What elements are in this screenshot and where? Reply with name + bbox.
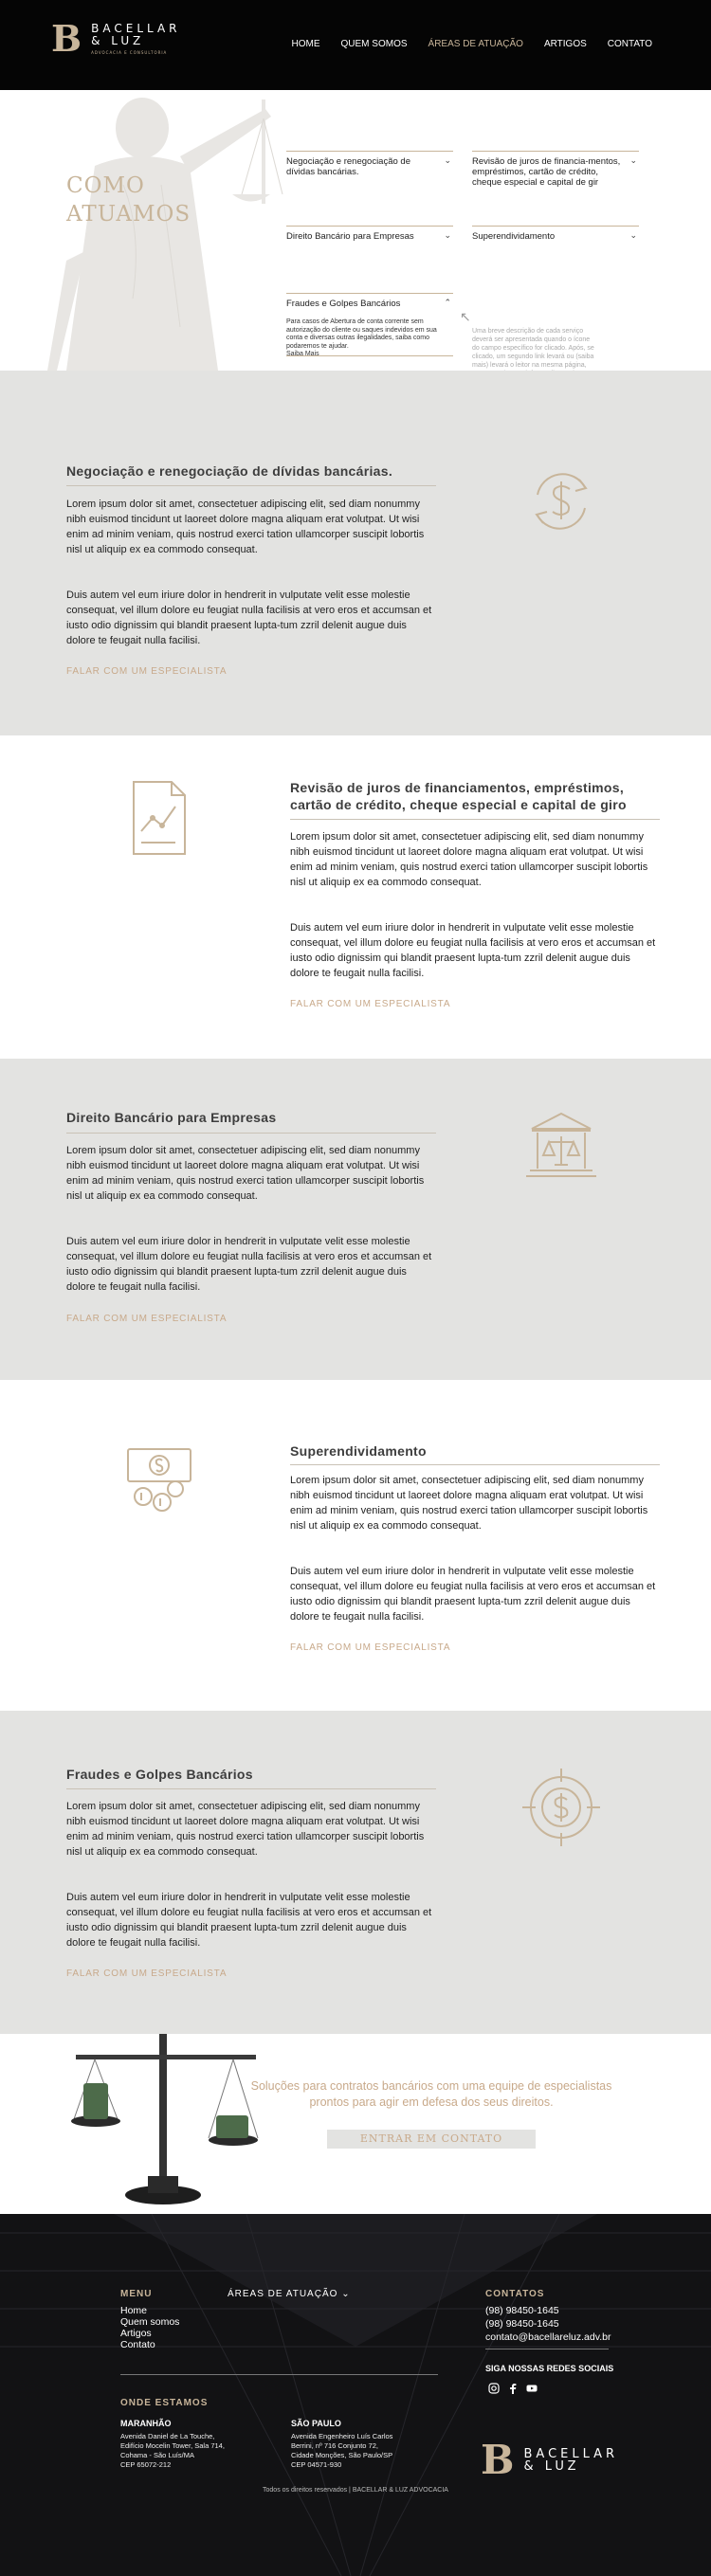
page-title [66,172,191,228]
accordion-title: Superendividamento [472,231,556,242]
accordion-title: Negociação e renegociação de dívidas bancárias. [286,156,410,177]
chevron-down-icon[interactable]: ⌄ [444,155,451,165]
section-paragraph: Lorem ipsum dolor sit amet, consectetuer adipiscing elit, sed diam nonummy nibh euismod tincidunt ut laoreet dolore magna aliquam erat volutpat. Ut wisi enim ad minim veniam, quis nostrud exerci tation ullamcorper suscipit lobortis nisl ut aliquip ex ea commodo consequat. [290,831,648,888]
facebook-icon[interactable] [507,2382,519,2393]
footer-link-quem-somos[interactable]: Quem somos [120,2316,180,2328]
social-links [488,2382,538,2393]
accordion-item-empresas[interactable] [286,226,453,242]
section-paragraph: Duis autem vel eum iriure dolor in hendrerit in vulputate velit esse molestie consequat, vel illum dolore eu feugiat nulla facilisis at vero eros et accumsan et iusto odio dignissim qui blandit praesent lupta-tum zzril delenit augue duis dolore te feugait nulla facilisi. [66,590,432,646]
falar-especialista-link[interactable]: FALAR COM UM ESPECIALISTA [290,1642,451,1653]
logo-line2: & LUZ [91,34,145,47]
address-line: CEP 65072-212 [120,2460,172,2469]
address-line: Cohama - São Luís/MA [120,2451,194,2459]
section-paragraph: Duis autem vel eum iriure dolor in hendrerit in vulputate velit esse molestie consequat, vel illum dolore eu feugiat nulla facilisis at vero eros et accumsan et iusto odio dignissim qui blandit praesent lupta-tum zzril delenit augue duis dolore te feugait nulla facilisi. [66,1236,432,1293]
youtube-icon[interactable] [526,2382,538,2393]
accordion-body: Para casos de Abertura de conta corrente sem autorização do cliente ou saques indevidos em sua conta e diversas outras ilegalidades, saiba como podaremos te ajudar. [286,318,437,350]
section-divider [66,1133,436,1134]
cta-band [0,2034,711,2214]
footer-link-home[interactable]: Home [120,2305,148,2316]
footer-brand-logo[interactable] [481,2437,619,2483]
accordion-divider [286,355,453,356]
address-line: Avenida Engenheiro Luís Carlos [291,2432,393,2440]
section-paragraph: Duis autem vel eum iriure dolor in hendrerit in vulputate velit esse molestie consequat, vel illum dolore eu feugiat nulla facilisis at vero eros et accumsan et iusto odio dignissim qui blandit praesent lupta-tum zzril delenit augue duis dolore te feugait nulla facilisi. [290,1566,656,1623]
footer-onde-estamos-heading: ONDE ESTAMOS [120,2398,209,2408]
footer-social-heading: SIGA NOSSAS REDES SOCIAIS [485,2364,614,2373]
section-paragraph: Duis autem vel eum iriure dolor in hendrerit in vulputate velit esse molestie consequat, vel illum dolore eu feugiat nulla facilisis at vero eros et accumsan et iusto odio dignissim qui blandit praesent lupta-tum zzril delenit augue duis dolore te feugait nulla facilisi. [66,1892,432,1949]
section-title: Revisão de juros de financiamentos, empréstimos, cartão de crédito, cheque especial e capital de giro [290,780,627,812]
accordion-item-revisao[interactable] [472,151,639,188]
logo-tagline: ADVOCACIA E CONSULTORIA [91,50,168,55]
copyright: Todos os direitos reservados | BACELLAR & LUZ ADVOCACIA [263,2487,448,2494]
section-superendividamento [0,1380,711,1711]
site-header [0,0,711,90]
section-divider [290,819,660,820]
footer-phone-1[interactable]: (98) 98450-1645 [485,2305,559,2316]
hero-note: Uma breve descrição de cada serviço deverá ser apresentada quando o ícone do campo específico for clicado. Após, se clicado, um segundo link levará ou (saiba mais) levará o leitor na mesma página, [472,328,594,369]
footer-email[interactable]: contato@bacellareluz.adv.br [485,2331,611,2343]
address-line: Cidade Monções, São Paulo/SP [291,2451,393,2459]
logo-wordmark [524,2448,619,2473]
page-title-line1: COMO [66,173,145,198]
footer-menu-heading: MENU [120,2289,153,2299]
office-saopaulo-address [291,2432,392,2470]
falar-especialista-link[interactable]: FALAR COM UM ESPECIALISTA [290,999,451,1009]
nav-contato[interactable]: CONTATO [607,39,652,49]
justice-scale-image [66,2034,265,2214]
courthouse-scale-icon [519,1102,604,1188]
section-divider [290,1464,660,1465]
dollar-cycle-icon [519,459,604,544]
section-paragraph: Lorem ipsum dolor sit amet, consectetuer adipiscing elit, sed diam nonummy nibh euismod tincidunt ut laoreet dolore magna aliquam erat volutpat. Ut wisi enim ad minim veniam, quis nostrud exerci tation ullamcorper suscipit lobortis nisl ut aliquip ex ea commodo consequat. [66,499,425,555]
money-coins-icon [117,1436,202,1521]
section-divider [66,485,436,486]
cta-band-text: Soluções para contratos bancários com uma equipe de especialistas prontos para agir em defesa dos seus direitos. [250,2079,612,2109]
section-paragraph: Lorem ipsum dolor sit amet, consectetuer adipiscing elit, sed diam nonummy nibh euismod tincidunt ut laoreet dolore magna aliquam erat volutpat. Ut wisi enim ad minim veniam, quis nostrud exerci tation ullamcorper suscipit lobortis nisl ut aliquip ex ea commodo consequat. [66,1145,425,1202]
section-fraudes [0,1711,711,2034]
chevron-up-icon[interactable]: ⌃ [444,298,451,307]
logo-monogram-icon: B [51,17,82,60]
address-line: CEP 04571-930 [291,2460,342,2469]
chart-document-icon [117,774,202,860]
section-title: Fraudes e Golpes Bancários [66,1767,253,1782]
nav-artigos[interactable]: ARTIGOS [543,39,587,49]
accordion-title: Direito Bancário para Empresas [286,231,414,242]
falar-especialista-link[interactable]: FALAR COM UM ESPECIALISTA [66,1968,228,1979]
address-line: Berrini, nº 716 Conjunto 72, [291,2441,378,2450]
falar-especialista-link[interactable]: FALAR COM UM ESPECIALISTA [66,1314,228,1324]
logo-monogram-icon: B [481,2437,515,2483]
section-title: Superendividamento [290,1443,427,1459]
chevron-down-icon[interactable]: ⌄ [629,155,637,165]
address-line: Avenida Daniel de La Touche, [120,2432,215,2440]
section-divider [66,1788,436,1789]
office-maranhao-city: MARANHÃO [120,2419,172,2428]
falar-especialista-link[interactable]: FALAR COM UM ESPECIALISTA [66,666,228,677]
instagram-icon[interactable] [488,2382,500,2393]
page-title-line2: ATUAMOS [66,202,191,227]
accordion-title: Revisão de juros de financia-mentos, empréstimos, cartão de crédito, cheque especial e capital de gir [472,156,621,188]
section-title: Direito Bancário para Empresas [66,1110,277,1125]
logo-line2: & LUZ [523,2459,580,2474]
accordion-item-negociacao[interactable] [286,151,453,177]
brand-logo[interactable] [51,17,181,60]
nav-areas[interactable]: ÁREAS DE ATUAÇÃO [428,39,523,49]
site-footer [0,2214,711,2576]
logo-wordmark [91,23,180,55]
nav-quem-somos[interactable]: QUEM SOMOS [340,39,408,49]
footer-areas-label: ÁREAS DE ATUAÇÃO [228,2289,338,2299]
footer-link-contato[interactable]: Contato [120,2339,155,2350]
building-background-image [0,2214,711,2576]
accordion-item-fraudes[interactable] [286,293,453,359]
accordion-item-superendividamento[interactable] [472,226,639,242]
accordion-title: Fraudes e Golpes Bancários [286,299,401,309]
footer-link-artigos[interactable]: Artigos [120,2328,152,2339]
pointer-cursor-icon: ↖ [460,309,471,324]
logo-line1: BACELLAR [91,22,181,35]
section-paragraph: Duis autem vel eum iriure dolor in hendrerit in vulputate velit esse molestie consequat, vel illum dolore eu feugiat nulla facilisis at vero eros et accumsan et iusto odio dignissim qui blandit praesent lupta-tum zzril delenit augue duis dolore te feugait nulla facilisi. [290,922,656,979]
nav-home[interactable]: HOME [291,39,320,49]
footer-contatos-heading: CONTATOS [485,2289,545,2299]
section-paragraph: Lorem ipsum dolor sit amet, consectetuer adipiscing elit, sed diam nonummy nibh euismod tincidunt ut laoreet dolore magna aliquam erat volutpat. Ut wisi enim ad minim veniam, quis nostrud exerci tation ullamcorper suscipit lobortis nisl ut aliquip ex ea commodo consequat. [66,1801,425,1858]
main-nav [292,39,652,49]
chevron-down-icon[interactable]: ⌄ [444,230,451,240]
section-title: Negociação e renegociação de dívidas bancárias. [66,463,393,479]
section-paragraph: Lorem ipsum dolor sit amet, consectetuer adipiscing elit, sed diam nonummy nibh euismod tincidunt ut laoreet dolore magna aliquam erat volutpat. Ut wisi enim ad minim veniam, quis nostrud exerci tation ullamcorper suscipit lobortis nisl ut aliquip ex ea commodo consequat. [290,1475,648,1532]
chevron-down-icon: ⌄ [341,2289,351,2299]
office-maranhao-address [120,2432,225,2470]
address-line: Edifício Mocelin Tower, Sala 714, [120,2441,225,2450]
justice-statue-image [28,90,284,371]
office-saopaulo-city: SÃO PAULO [291,2419,341,2428]
chevron-down-icon[interactable]: ⌄ [629,230,637,240]
saiba-mais-link[interactable]: Saiba Mais [286,351,319,357]
footer-phone-2[interactable]: (98) 98450-1645 [485,2318,559,2330]
section-empresas [0,1059,711,1380]
dollar-target-icon [519,1765,604,1850]
footer-areas-dropdown[interactable] [228,2289,351,2299]
logo-line1: BACELLAR [523,2447,619,2461]
footer-divider [120,2374,438,2375]
entrar-em-contato-button[interactable]: ENTRAR EM CONTATO [327,2130,536,2149]
